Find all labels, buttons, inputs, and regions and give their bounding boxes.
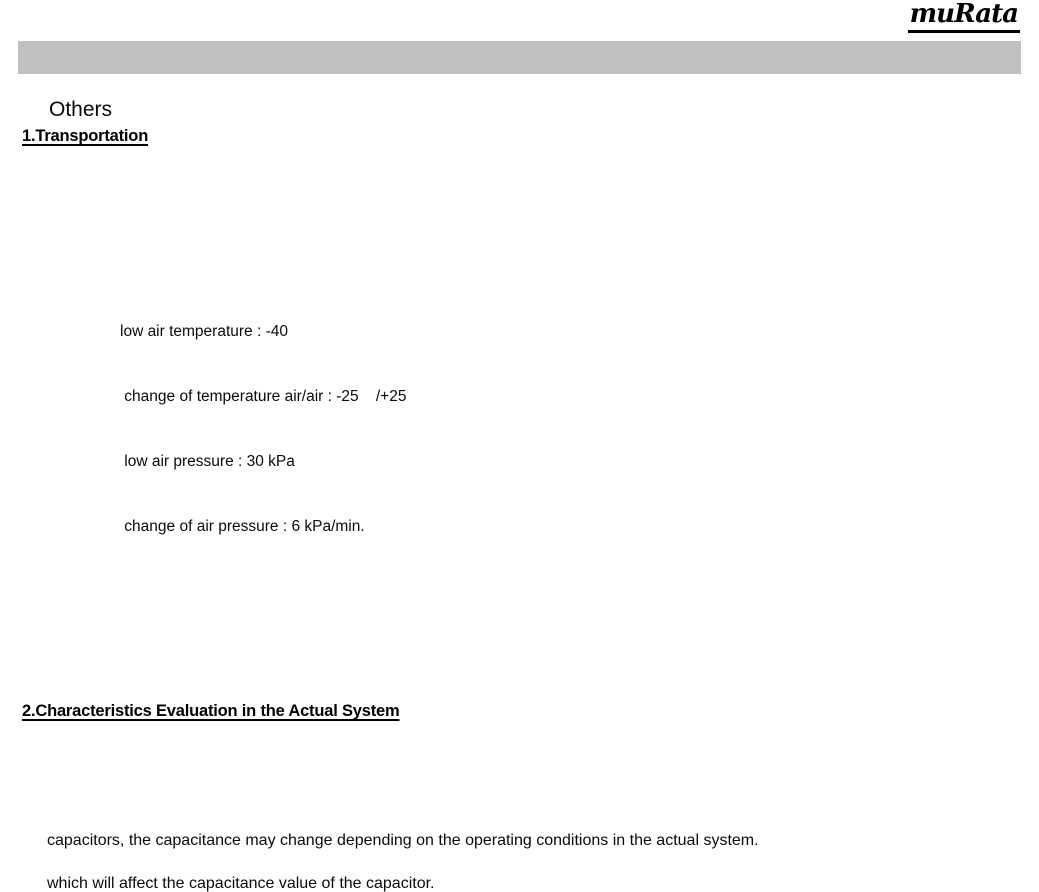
gray-banner-bar [18,41,1021,74]
section-title: Others [49,98,113,121]
condition-low-air-temperature: low air temperature : -40 [120,323,288,341]
heading-transportation: 1.Transportation [22,127,149,145]
condition-low-air-pressure: low air pressure : 30 kPa [120,452,295,470]
condition-change-of-temperature: change of temperature air/air : -25 /+25 [120,387,407,405]
condition-change-of-air-pressure: change of air pressure : 6 kPa/min. [120,517,365,535]
murata-logo: muRata [908,1,1020,33]
heading-characteristics-evaluation: 2.Characteristics Evaluation in the Actual System [22,702,400,720]
transport-conditions-list [120,278,406,580]
body-text-line: which will affect the capacitance value of the capacitor. [47,875,435,892]
body-text-line: capacitors, the capacitance may change depending on the operating conditions in the actual system. [47,832,759,849]
